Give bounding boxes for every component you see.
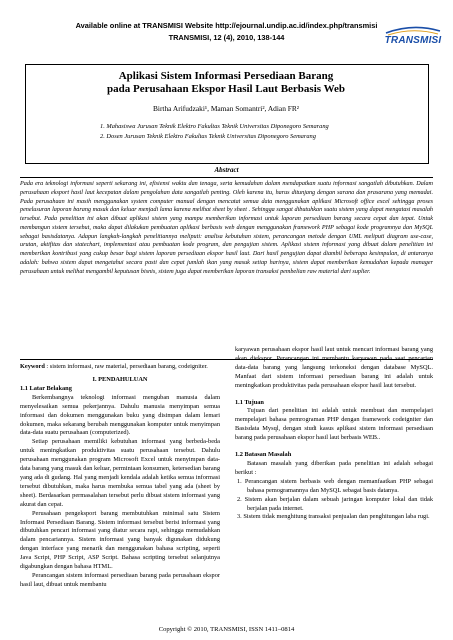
paragraph: Tujuan dari penelitian ini adalah untuk membuat dan mempelajari mempelajari bahasa pemrograman PHP dengan framework codeigniter dan Basisdata Mysql, dengan studi kasus aplikasi sistem informasi persediaan barang pada perusahaan ekspor hasil laut berbasis WEB.. bbox=[235, 407, 433, 442]
journal-issue-line: TRANSMISI, 12 (4), 2010, 138-144 bbox=[168, 33, 285, 42]
journal-header bbox=[0, 0, 453, 58]
keywords-text: : sistem informasi, raw material, persediaan barang, codeigniter. bbox=[44, 363, 208, 370]
author-affiliations bbox=[100, 122, 400, 141]
list-item: 3. Sistem tidak menghitung transaksi penjualan dan penghitungan laba rugi. bbox=[237, 513, 430, 521]
subsection-latar-belakang: 1.1 Latar Belakang bbox=[20, 384, 72, 392]
journal-availability-line: Available online at TRANSMISI Website http://ejournal.undip.ac.id/index.php/transmisi bbox=[75, 21, 378, 30]
paper-title-line-2: pada Perusahaan Ekspor Hasil Laut Berbasis Web bbox=[107, 83, 345, 95]
subsection-batasan-masalah: 1.2 Batasan Masalah bbox=[235, 451, 292, 459]
paragraph: karyawan perusahaan ekspor hasil laut untuk mencari informasi barang yang akan diekspor. Perancangan ini membantu karyawan pada saat pencarian data-data barang yang langsung terkoneksi dengan database MySQL. Manfaat dari sistem informasi persediaan barang ini adalah untuk meningkatkan produktivitas pada perusahaan ekspor hasil laut tersebut. bbox=[235, 346, 433, 389]
abstract-text: Pada era teknologi informasi seperti sekarang ini, efisiensi waktu dan tenaga, serta kemudahan dalam mendapatkan suatu informasi sangatlah dibutuhkan. Dalam perusahaan eksport hasil laut kecepatan dalam pengolahan data sangatlah penting. Oleh karena itu, harus ditunjang dengan sarana dan prasarana yang memadai. Pada perusahaan ini masih menggunakan system computer manual dengan mencatat semua data menggunakan aplikasi Microsoft office excel sehingga proses penelusuran laporan barang masuk dan keluar menjadi lama karena melihat sheet by sheet . Sehingga sangat dibutuhkan suatu sistem yang dapat mengatasi masalah tersebut. Pada penelitian ini akan dibuat aplikasi sistem yang mampu memberikan informasi untuk laporan persediaan barang secara cepat dan tepat. Untuk membangun sistem tersebut, maka dapat dilakukan pembuatan aplikasi berbasis web dengan menggunakan framework PHP sebagai kode programnya dan MySQL sebagai basisdatanya. Adapun langkah-langkah penelitiannya meliputi: analisa kebutuhan sistem, perancangan metode dengan UML meliputi diagram use-case, urutan, aktifitas dan statechart, implementasi atau pembuatan kode program, dan pengujian sistem. Aplikasi sistem informasi yang dibuat dalam penelitian ini memberikan kontribusi yang cukup besar bagi sistem laporan persediaan ekspor hasil laut. Dari hasil pengujian dapat diambil beberapa kesimpulan, di antaranya adalah: bahwa sistem dapat mengetahui secara pasti dan cepat jumlah ikan yang masuk setiap harinya, sistem dapat memberikan kemudahan kepada manager perusahaan untuk melihat mengambil keputusan bisnis, sistem juga dapat memberikan laporan transaksi pembelian raw material dari suplier. bbox=[20, 181, 433, 275]
paragraph: Perancangan sistem informasi persediaan barang pada perusahaan ekspor hasil laut, dibuat untuk membantu bbox=[20, 571, 220, 588]
paragraph: Berkembangnya teknologi informasi menguban manusia dalam menyelesaikan semua pekerjannya. Dahulu manusia menyimpan semua informasi dan dokumen menggunakan buku yang disimpan dalam lemari dokumen, maka sekarang berubah menggunakan komputer untuk menyimpan data-data suatu perusahaan (computerized). bbox=[20, 393, 220, 437]
affiliation-1: 1. Mahasiswa Jurusan Teknik Elektro Fakultas Teknik Universitas Diponegoro Semarang bbox=[100, 123, 329, 130]
section-heading-pendahuluan: I. PENDAHULUAN bbox=[92, 376, 148, 383]
abstract-top-rule bbox=[20, 177, 433, 178]
copyright-footer: Copyright © 2010, TRANSMISI, ISSN 1411–0814 bbox=[158, 626, 295, 633]
keywords-label: Keyword bbox=[20, 363, 45, 370]
affiliation-2: 2. Dosen Jurusan Teknik Elektro Fakultas Teknik Universitas Diponegoro Semarang bbox=[100, 132, 316, 140]
paragraph: Perusahaan pengeksport barang membutuhkan minimal satu Sistem Informasi Persediaan Barang. Sistem informasi tersebut berisi informasi yang dibutuhkan pencari informasi yang diatur secara rapi, sehingga memudahkan dalam pencariannya. Sistem informasi yang banyak digunakan didukung dengan interface yang menarik dan menggunakan bahasa scripting, seperti Java Script, PHP Script, ASP Script. Bahasa scripting tersebut selanjutnya digabungkan dengan bahasa HTML. bbox=[20, 509, 220, 571]
paper-title bbox=[25, 70, 427, 96]
paper-title-line-1: Aplikasi Sistem Informasi Persediaan Barang bbox=[118, 70, 334, 82]
logo-text: TRANSMISI bbox=[384, 35, 442, 46]
subsection-tujuan: 1.1 Tujuan bbox=[235, 398, 264, 406]
right-column bbox=[235, 346, 433, 522]
paragraph: Setiap perusahaan memiliki kebutuhan informasi yang berbeda-beda untuk meningkatkan produktivitas suatu perusahaan tersebut. Dahulu perusahaan menggunakan program Microsoft Excel untuk menyimpan data-data barang yang masuk dan keluar, permintaan konsumen, ketersedian barang yang ada di gudang. Hal yang menjadi kendala adalah ketika semua informasi tersebut dibutuhkan, maka harus membuka semua tabel yang ada (sheet by sheet). Berdasarkan permasalahan tersebut perlu dibuat sistem informasi yang akurat dan cepat. bbox=[20, 438, 220, 508]
paper-authors: Birtha Arifudzaki¹, Maman Somantri², Adian FR² bbox=[152, 104, 300, 113]
abstract-heading: Abstract bbox=[214, 166, 239, 174]
left-column bbox=[20, 376, 220, 590]
list-item: 1. Perancangan sistem berbasis web dengan memanfaatkan PHP sebagai bahasa pemogramannya dan MySQL sebagai basis datanya. bbox=[237, 477, 433, 494]
paragraph: Batasan masalah yang diberikan pada penelitian ini adalah sebagai berikut : bbox=[235, 459, 433, 476]
list-item: 2. Sistem akan berjalan dalam sebuah jaringan komputer lokal dan tidak berjalan pada internet. bbox=[237, 495, 433, 512]
transmisi-logo bbox=[382, 25, 444, 51]
